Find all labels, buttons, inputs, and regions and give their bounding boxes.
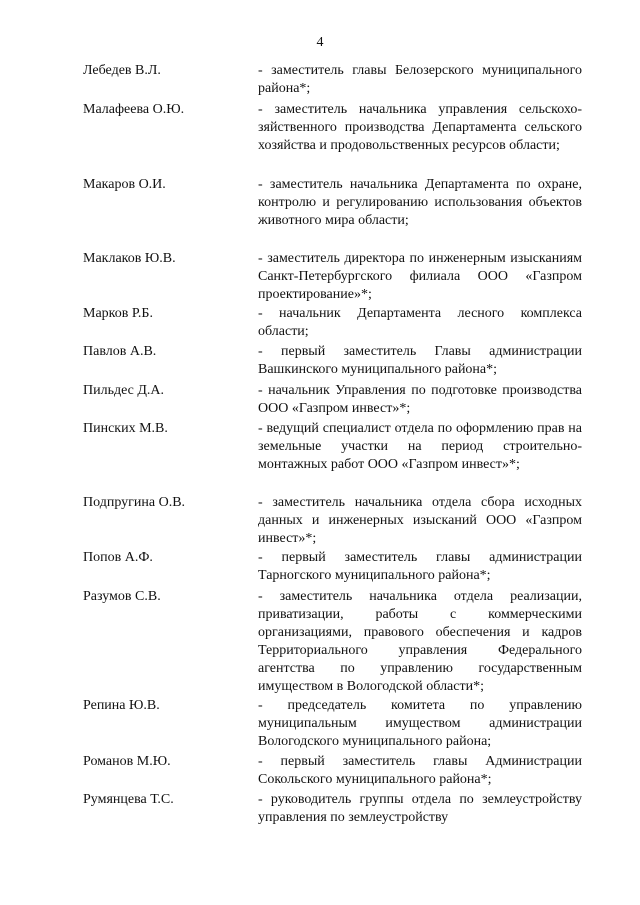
member-position: - первый заместитель Главы администрации Вашкинского муниципального района*; — [258, 344, 582, 377]
member-name: Румянцева Т.С. — [83, 792, 174, 807]
member-position: - заместитель начальника управления сельскохо-зяйственного производства Департамента сельского хозяйства и продовольственных ресурсов области; — [258, 102, 582, 153]
member-position: - начальник Управления по подготовке производства ООО «Газпром инвест»*; — [258, 383, 582, 416]
member-position: - первый заместитель главы Администрации Сокольского муниципального района*; — [258, 754, 582, 787]
member-position: - председатель комитета по управлению муниципальным имуществом администрации Вологодского муниципального района; — [258, 698, 582, 749]
member-position: - руководитель группы отдела по землеустройству управления по землеустройству — [258, 792, 582, 825]
member-name: Попов А.Ф. — [83, 550, 153, 565]
member-name: Малафеева О.Ю. — [83, 102, 185, 117]
member-position: - заместитель начальника Департамента по охране, контролю и регулированию использования объектов животного мира области; — [258, 177, 582, 228]
member-name: Пильдес Д.А. — [83, 383, 165, 398]
member-name: Марков Р.Б. — [83, 306, 153, 321]
member-name: Разумов С.В. — [83, 589, 161, 604]
member-name: Подпругина О.В. — [83, 495, 186, 510]
page-number: 4 — [316, 35, 324, 50]
member-name: Репина Ю.В. — [83, 698, 160, 713]
member-position: - заместитель директора по инженерным изысканиям Санкт-Петербургского филиала ООО «Газпром проектирование»*; — [258, 251, 582, 302]
member-name: Макаров О.И. — [83, 177, 166, 192]
member-position: - ведущий специалист отдела по оформлению прав на земельные участки на период строительно-монтажных работ ООО «Газпром инвест»*; — [258, 421, 582, 472]
member-position: - заместитель начальника отдела реализации, приватизации, работы с коммерческими организациями, правового обеспечения и кадров Территориального управления Федерального агентства по управлению государственным имуществом в Вологодской области*; — [258, 589, 582, 694]
member-name: Романов М.Ю. — [83, 754, 171, 769]
member-position: - первый заместитель главы администрации Тарногского муниципального района*; — [258, 550, 582, 583]
member-name: Маклаков Ю.В. — [83, 251, 176, 266]
member-position: - заместитель начальника отдела сбора исходных данных и инженерных изысканий ООО «Газпром инвест»*; — [258, 495, 582, 546]
member-name: Пинских М.В. — [83, 421, 168, 436]
member-position: - начальник Департамента лесного комплекса области; — [258, 306, 582, 339]
member-name: Павлов А.В. — [83, 344, 157, 359]
member-name: Лебедев В.Л. — [83, 63, 161, 78]
member-position: - заместитель главы Белозерского муниципального района*; — [258, 63, 582, 96]
